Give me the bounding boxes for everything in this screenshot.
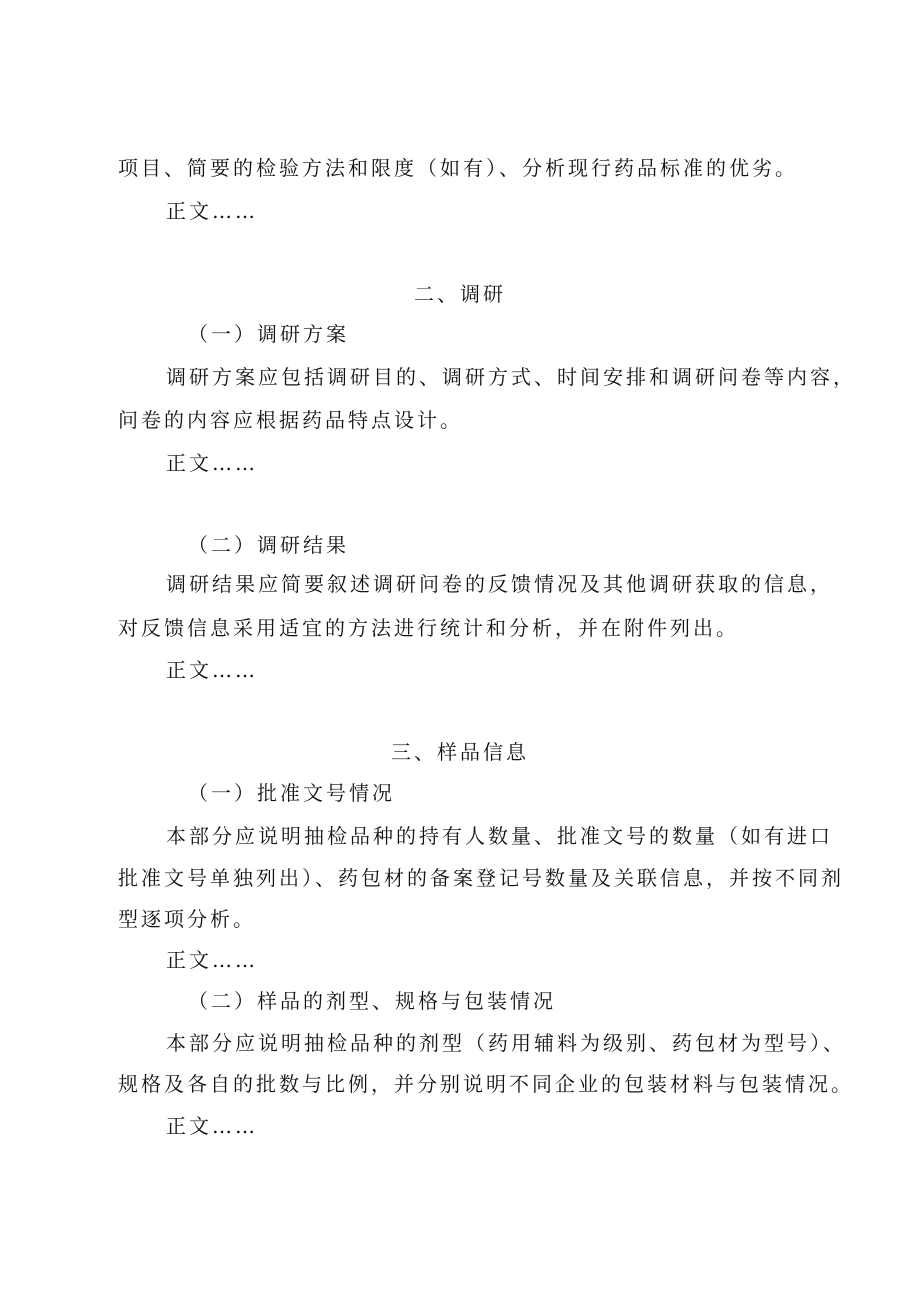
paragraph-line: 规格及各自的批数与比例，并分别说明不同企业的包装材料与包装情况。 [118,1072,854,1096]
body-placeholder: 正文…… [166,948,258,972]
paragraph-line: 调研结果应简要叙述调研问卷的反馈情况及其他调研获取的信息， [166,572,833,596]
paragraph-line: 项目、简要的检验方法和限度（如有）、分析现行药品标准的优劣。 [118,156,798,180]
body-placeholder: 正文…… [166,1114,258,1138]
section-heading: 二、调研 [414,282,506,306]
paragraph-line: 问卷的内容应根据药品特点设计。 [118,408,463,432]
paragraph-line: 本部分应说明抽检品种的持有人数量、批准文号的数量（如有进口 [166,824,833,848]
paragraph-line: 批准文号单独列出）、药包材的备案登记号数量及关联信息，并按不同剂 [118,866,844,890]
subsection-heading: （二）调研结果 [188,533,349,557]
subsection-heading: （一）批准文号情况 [188,781,395,805]
subsection-heading: （一）调研方案 [188,322,349,346]
subsection-heading: （二）样品的剂型、规格与包装情况 [188,989,556,1013]
paragraph-line: 型逐项分析。 [118,907,256,931]
body-placeholder: 正文…… [166,451,258,475]
body-placeholder: 正文…… [166,199,258,223]
paragraph-line: 调研方案应包括调研目的、调研方式、时间安排和调研问卷等内容， [166,365,856,389]
section-heading: 三、样品信息 [391,740,529,764]
body-placeholder: 正文…… [166,658,258,682]
paragraph-line: 对反馈信息采用适宜的方法进行统计和分析，并在附件列出。 [118,616,739,640]
paragraph-line: 本部分应说明抽检品种的剂型（药用辅料为级别、药包材为型号）、 [166,1031,846,1055]
